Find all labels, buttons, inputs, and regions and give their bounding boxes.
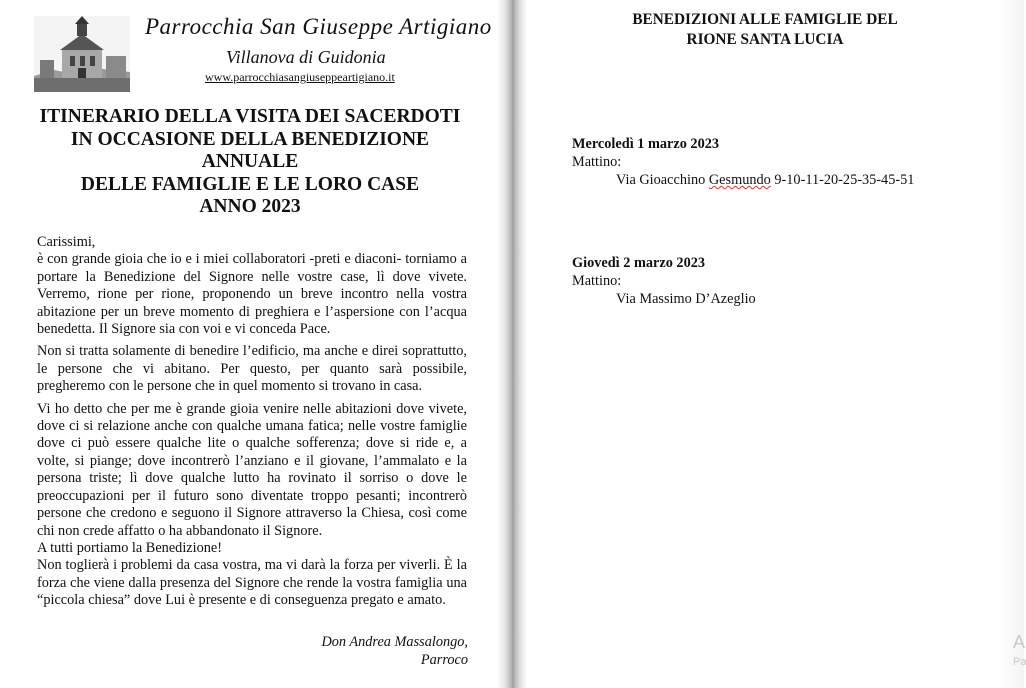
spellcheck-flagged-word: Gesmundo <box>708 172 771 188</box>
title-line: ANNUALE <box>201 151 299 172</box>
letter-paragraph-5: Non toglierà i problemi da casa vostra, ma vi darà la forza per viverli. È la forza che viene dalla presenza del Signore che rende la vostra famiglia una “piccola chiesa” dove Lui è presente e di conseguenza pregato e amato. <box>37 557 467 609</box>
day-street <box>572 171 992 189</box>
street-name: Via Massimo D’Azeglio <box>616 291 756 307</box>
title-line: ANNO 2023 <box>199 196 301 217</box>
letter-paragraph-2: Non si tratta solamente di benedire l’edificio, ma anche e direi soprattutto, le persone che vi abitano. Per questo, per quanto sarà possibile, pregheremo con le persone che in quel momento si trovano in casa. <box>37 343 467 395</box>
letter-body <box>37 234 467 610</box>
letter-paragraph-3: Vi ho detto che per me è grande gioia venire nelle abitazioni dove vivete, dove ci si relazione anche con qualche umana fatica; nelle vostre famiglie dove ci può essere qualche lite o qualche sofferenza; dove si ride e, a volte, si piange; dove incontrerò l’anziano e il giovane, l’ammalato e la persona triste; lì dove qualche lutto ha rovinato il sorriso o dove le preoccupazioni per il futuro sono diventate troppo pesanti; incontrerò persone che credono e seguono il Signore attraverso la Chiesa, così come chi non crede affatto o ha abbandonato il Signore. <box>37 400 467 539</box>
edge-text-top: A <box>1013 632 1026 652</box>
title-line: IN OCCASIONE DELLA BENEDIZIONE <box>70 128 430 150</box>
page-gutter <box>497 0 527 688</box>
schedule-day-2 <box>572 254 992 308</box>
day-period: Mattino: <box>572 154 622 170</box>
street-numbers: 9-10-11-20-25-35-45-51 <box>770 172 915 188</box>
window-edge <box>1000 0 1024 688</box>
street-name: Via Gioacchino <box>616 172 709 188</box>
signature-name: Don Andrea Massalongo, <box>321 634 468 650</box>
signature-role: Parroco <box>420 652 468 668</box>
day-street <box>572 290 992 308</box>
parish-website-link[interactable]: www.parrocchiasangiuseppeartigiano.it <box>205 70 395 84</box>
letter-paragraph-1: è con grande gioia che io e i miei collaboratori -preti e diaconi- torniamo a portare la Benedizione del Signore nelle vostre case, lì dove vivete. Verremo, rione per rione, proponendo un breve incontro nella vostra abitazione per un breve momento di preghiera e l’aspersione con l’acqua benedetta. Il Signore sia con voi e vi conceda Pace. <box>37 251 467 338</box>
letter-paragraph-4: A tutti portiamo la Benedizione! <box>37 539 223 556</box>
schedule-title <box>590 10 940 50</box>
schedule-title-line: BENEDIZIONI ALLE FAMIGLIE DEL <box>632 11 898 28</box>
day-date: Mercoledì 1 marzo 2023 <box>572 136 720 152</box>
edge-text-bottom: Pa <box>1013 656 1026 668</box>
church-photo <box>34 16 130 92</box>
day-period: Mattino: <box>572 273 622 289</box>
letter-greeting: Carissimi, <box>37 234 96 250</box>
schedule-title-line: RIONE SANTA LUCIA <box>686 31 844 48</box>
schedule-day-1 <box>572 135 992 189</box>
document-title <box>30 106 470 219</box>
title-line: ITINERARIO DELLA VISITA DEI SACERDOTI <box>39 106 461 127</box>
signature <box>286 633 468 669</box>
parish-place: Villanova di Guidonia <box>226 47 386 67</box>
title-line: DELLE FAMIGLIE E LE LORO CASE <box>80 173 420 195</box>
parish-name: Parrocchia San Giuseppe Artigiano <box>145 14 492 39</box>
day-date: Giovedì 2 marzo 2023 <box>572 255 706 271</box>
